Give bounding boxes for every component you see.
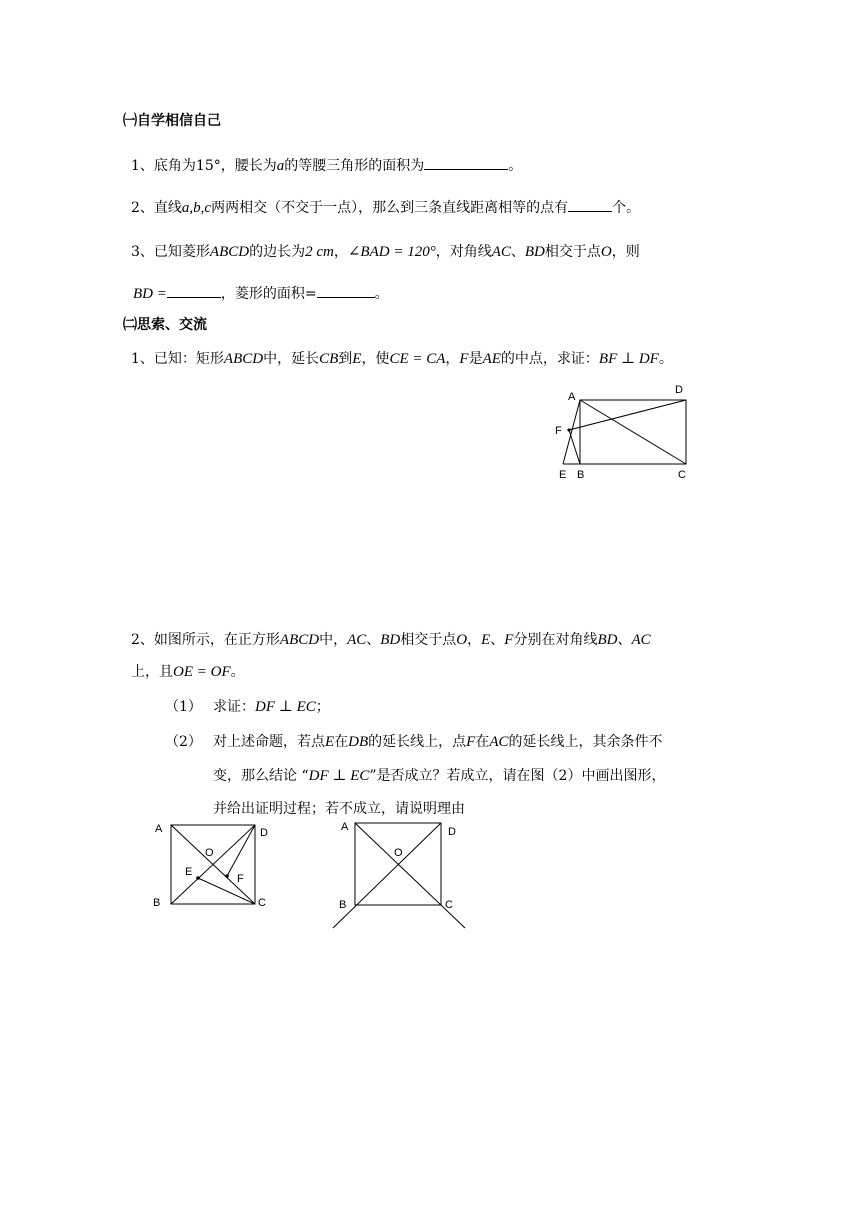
fig1-label-f: F bbox=[555, 425, 562, 437]
fig3-diagonal-bd-extended bbox=[333, 823, 441, 928]
answer-blank[interactable] bbox=[424, 155, 508, 170]
problem-2 bbox=[131, 630, 651, 650]
p2-diag: BD bbox=[380, 632, 401, 648]
q3-point: O bbox=[600, 244, 612, 260]
q3-text: 的边长为 bbox=[249, 244, 306, 260]
q3-end: 。 bbox=[374, 286, 389, 302]
q1-var: a bbox=[276, 158, 285, 174]
q1-angle: 15° bbox=[195, 158, 221, 174]
figure-2 bbox=[150, 818, 275, 913]
p2-sub2-claim: DF ⊥ EC bbox=[308, 768, 370, 784]
figure-1 bbox=[555, 380, 695, 485]
fig1-label-d: D bbox=[675, 384, 683, 396]
fig2-segment-ec bbox=[198, 878, 255, 904]
p2-text: 相交于点 bbox=[400, 632, 457, 648]
section-title-1: ㈠自学相信自己 bbox=[123, 113, 221, 129]
fig1-point-f bbox=[567, 428, 570, 431]
q3-text: 3、已知菱形 bbox=[131, 244, 210, 260]
p1-seg: AE bbox=[482, 351, 501, 367]
q3-text: ，菱形的面积= bbox=[220, 286, 317, 302]
q1-text: 的等腰三角形的面积为 bbox=[284, 158, 425, 174]
p1-eq: CE = CA bbox=[389, 351, 446, 367]
p1-text: ，使 bbox=[361, 351, 390, 367]
q3-diag: AC bbox=[491, 244, 511, 260]
fig1-diagonal-ac bbox=[580, 400, 686, 464]
p2-sep: 、 bbox=[617, 632, 632, 648]
p1-text: ， bbox=[445, 351, 460, 367]
p2-sub2-point: F bbox=[466, 734, 476, 750]
p1-point: F bbox=[459, 351, 469, 367]
p2-sub2-text: 在 bbox=[334, 734, 349, 750]
q3-text: ， bbox=[333, 244, 348, 260]
question-1 bbox=[131, 155, 522, 176]
q1-text: ，腰长为 bbox=[220, 158, 277, 174]
p2-sub2 bbox=[213, 732, 663, 752]
fig3-label-b: B bbox=[339, 899, 347, 911]
p2-diag: AC bbox=[631, 632, 651, 648]
section-title-2: ㈡思索、交流 bbox=[123, 317, 207, 333]
p2-text: 分别在对角线 bbox=[513, 632, 598, 648]
p2-text: ， bbox=[467, 632, 482, 648]
p2-point: O bbox=[456, 632, 468, 648]
p2-sub1 bbox=[213, 697, 330, 717]
p1-text: 1、已知：矩形 bbox=[131, 351, 224, 367]
q3-diag: BD bbox=[524, 244, 545, 260]
p2-sub2-text: 的延长线上，其余条件不 bbox=[508, 734, 663, 750]
fig1-label-c: C bbox=[678, 469, 686, 481]
q2-end: 个。 bbox=[612, 200, 641, 216]
p2-sub2-text: 变，那么结论 “ bbox=[213, 768, 309, 784]
p1-text: 的中点，求证： bbox=[500, 351, 599, 367]
answer-blank[interactable] bbox=[317, 283, 375, 298]
fig1-label-a: A bbox=[568, 391, 576, 403]
fig2-label-c: C bbox=[258, 897, 266, 909]
p2-sub1-number: （1） bbox=[165, 699, 202, 715]
p1-text: 是 bbox=[468, 351, 483, 367]
fig1-label-b: B bbox=[577, 469, 585, 481]
fig2-label-b: B bbox=[153, 897, 161, 909]
q3-bd: BD = bbox=[133, 286, 167, 302]
p2-sep: 、 bbox=[490, 632, 505, 648]
p2-sub2-line3: 并给出证明过程；若不成立，请说明理由 bbox=[213, 801, 465, 817]
p2-shape: ABCD bbox=[279, 632, 320, 648]
p2-text: 2、如图所示，在正方形 bbox=[131, 632, 280, 648]
problem-2-line2 bbox=[131, 662, 245, 682]
p2-sub1-text: 求证： bbox=[213, 699, 255, 715]
p2-point: F bbox=[504, 632, 514, 648]
q3-angle: ∠BAD = 120° bbox=[347, 244, 436, 260]
p2-sub1-claim: DF ⊥ EC bbox=[255, 699, 316, 715]
fig2-label-a: A bbox=[155, 823, 163, 835]
p1-text: 到 bbox=[338, 351, 353, 367]
p2-diag: AC bbox=[347, 632, 367, 648]
problem-1 bbox=[131, 349, 673, 369]
p2-sep: 、 bbox=[366, 632, 381, 648]
p2-end: 。 bbox=[230, 664, 245, 680]
p2-sub2-text: 在 bbox=[475, 734, 490, 750]
p2-sub2-seg: DB bbox=[348, 734, 369, 750]
q3-text: ，对角线 bbox=[435, 244, 492, 260]
p2-sub2-seg: AC bbox=[489, 734, 509, 750]
question-3-line2 bbox=[133, 283, 389, 304]
question-2 bbox=[131, 197, 640, 218]
fig3-label-c: C bbox=[445, 899, 453, 911]
fig2-point-f bbox=[225, 874, 229, 878]
p2-sub2-point: E bbox=[325, 734, 335, 750]
p2-diag: BD bbox=[597, 632, 618, 648]
p2-sub2-text: 的延长线上，点 bbox=[368, 734, 467, 750]
p1-seg: CB bbox=[319, 351, 339, 367]
q3-text: 相交于点 bbox=[544, 244, 601, 260]
q1-end: 。 bbox=[508, 158, 523, 174]
p1-shape: ABCD bbox=[223, 351, 264, 367]
p2-sub2-number: （2） bbox=[165, 734, 202, 750]
fig2-label-f: F bbox=[237, 873, 244, 885]
answer-blank[interactable] bbox=[167, 283, 221, 298]
q3-length: 2 cm bbox=[305, 244, 334, 260]
fig3-label-d: D bbox=[448, 826, 456, 838]
q2-text: 两两相交（不交于一点），那么到三条直线距离相等的点有 bbox=[211, 200, 569, 216]
q3-shape: ABCD bbox=[209, 244, 250, 260]
fig2-point-e bbox=[196, 876, 200, 880]
p1-point: E bbox=[352, 351, 362, 367]
fig2-label-d: D bbox=[260, 827, 268, 839]
fig1-label-e: E bbox=[559, 469, 567, 481]
fig2-label-e: E bbox=[185, 866, 193, 878]
p1-end: 。 bbox=[658, 351, 673, 367]
p2-eq: OE = OF bbox=[173, 664, 231, 680]
q2-text: 2、直线 bbox=[131, 200, 182, 216]
fig3-diagonal-ac-extended bbox=[355, 823, 465, 928]
fig3-label-a: A bbox=[341, 821, 349, 833]
q3-sep: 、 bbox=[510, 244, 525, 260]
p2-point: E bbox=[481, 632, 491, 648]
p2-text: 上，且 bbox=[131, 664, 173, 680]
p2-sub2-line2 bbox=[213, 766, 665, 786]
fig1-segment-fb bbox=[569, 430, 580, 464]
question-3 bbox=[131, 242, 640, 262]
figure-3 bbox=[330, 818, 475, 933]
p2-sub2-text: 对上述命题，若点 bbox=[213, 734, 325, 750]
p2-sub2-text: ”是否成立？若成立，请在图（2）中画出图形， bbox=[369, 768, 666, 784]
fig2-segment-df bbox=[227, 825, 255, 876]
p2-text: 中， bbox=[319, 632, 348, 648]
q1-text: 1、底角为 bbox=[131, 158, 196, 174]
answer-blank[interactable] bbox=[568, 197, 612, 212]
fig3-label-o: O bbox=[394, 847, 403, 859]
p2-sub1-end: ； bbox=[315, 699, 330, 715]
p1-text: 中，延长 bbox=[263, 351, 320, 367]
q2-vars: a,b,c bbox=[181, 200, 212, 216]
fig2-label-o: O bbox=[205, 847, 214, 859]
q3-text: ，则 bbox=[611, 244, 640, 260]
fig1-segment-ae bbox=[563, 400, 580, 464]
p1-claim: BF ⊥ DF bbox=[598, 351, 659, 367]
